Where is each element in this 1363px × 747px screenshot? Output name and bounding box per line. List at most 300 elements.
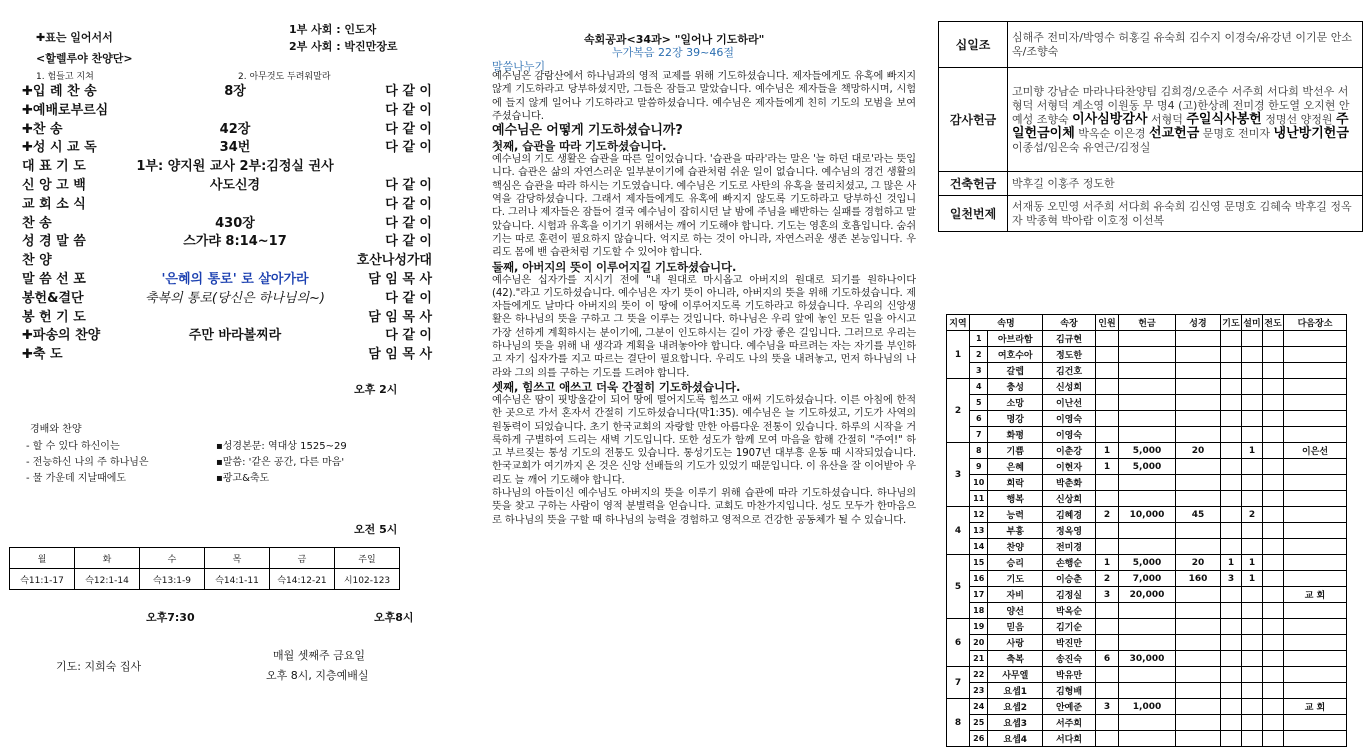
region-cell: 1 (947, 331, 970, 379)
evangelism-count (1263, 491, 1284, 507)
group-leader: 안예준 (1043, 699, 1096, 715)
region-cell: 4 (947, 507, 970, 555)
day-thu: 목 (205, 548, 270, 569)
order-item (22, 343, 432, 361)
mission-count (1242, 331, 1263, 347)
next-place (1284, 507, 1347, 523)
order-label: 봉헌&결단 (22, 290, 84, 306)
order-item (22, 193, 432, 211)
group-leader: 김건호 (1043, 363, 1096, 379)
sermon-ref: 누가복음 22장 39~46절 (612, 46, 734, 59)
bible-reading (1176, 331, 1221, 347)
group-row (947, 539, 1347, 555)
host-2: 2부 사회 : 박진만장로 (289, 40, 398, 53)
group-leader: 이춘강 (1043, 443, 1096, 459)
offering-category: 주일헌금이체 (1012, 111, 1349, 141)
next-place (1284, 731, 1347, 747)
group-leader: 손행순 (1043, 555, 1096, 571)
group-number: 19 (970, 619, 988, 635)
order-detail: '은혜의 통로' 로 살아가라 (161, 272, 309, 287)
evangelism-count (1263, 683, 1284, 699)
group-row (947, 571, 1347, 587)
group-number: 10 (970, 475, 988, 491)
group-name: 승리 (988, 555, 1043, 571)
attendance: 1 (1096, 459, 1119, 475)
group-number: 24 (970, 699, 988, 715)
group-leader: 이영숙 (1043, 411, 1096, 427)
bible-reading (1176, 619, 1221, 635)
bible-reading (1176, 699, 1221, 715)
evangelism-count (1263, 475, 1284, 491)
evangelism-count (1263, 555, 1284, 571)
order-detail: 34번 (219, 140, 251, 156)
group-row (947, 347, 1347, 363)
attendance (1096, 539, 1119, 555)
order-detail: 8장 (224, 84, 246, 99)
prayer-count (1221, 683, 1242, 699)
evangelism-count (1263, 363, 1284, 379)
group-header-cell: 기도 (1221, 315, 1242, 331)
thousand-label: 일천번제 (939, 196, 1008, 232)
order-item (22, 174, 432, 192)
attendance (1096, 347, 1119, 363)
point-2-heading: 둘째, 아버지의 뜻이 이루어지길 기도하셨습니다. (492, 259, 737, 274)
group-row (947, 507, 1347, 523)
order-label: 찬 양 (22, 253, 52, 269)
next-place: 이은선 (1284, 443, 1347, 459)
sermon-open-label: 말씀나누기 (492, 60, 546, 73)
order-leader: 다 같 이 (385, 215, 432, 231)
mission-count: 1 (1242, 443, 1263, 459)
offering-amount: 5,000 (1119, 443, 1176, 459)
group-leader: 서주희 (1043, 715, 1096, 731)
group-header-cell: 성경 (1176, 315, 1221, 331)
cell-group-report (946, 314, 1347, 747)
offering-category: 냉난방기헌금 (1273, 125, 1349, 141)
next-place (1284, 363, 1347, 379)
evangelism-count (1263, 619, 1284, 635)
attendance (1096, 603, 1119, 619)
group-number: 1 (970, 331, 988, 347)
host-1: 1부 사회 : 인도자 (289, 23, 377, 36)
attendance: 1 (1096, 443, 1119, 459)
song-1: 1. 험들고 지쳐 (36, 72, 94, 82)
mission-count: 1 (1242, 555, 1263, 571)
order-item (22, 80, 432, 98)
friday-note-2: 오후 8시, 지층예배실 (266, 669, 369, 682)
region-cell: 6 (947, 619, 970, 667)
attendance (1096, 395, 1119, 411)
group-number: 25 (970, 715, 988, 731)
sermon-title: 속회공과<34과> "일어나 기도하라" (584, 33, 765, 46)
tithe-names: 심해주 전미자/박영수 허홍길 유숙희 김수지 이경숙/유강년 이기문 안소옥/조향숙 (1008, 22, 1363, 68)
next-place (1284, 411, 1347, 427)
evangelism-count (1263, 411, 1284, 427)
order-label: ✚파송의 찬양 (22, 328, 101, 344)
order-detail: 스가랴 8:14~17 (183, 234, 287, 250)
evangelism-count (1263, 587, 1284, 603)
evangelism-count (1263, 379, 1284, 395)
friday-note-1: 매월 셋째주 금요일 (273, 649, 366, 662)
bible-reading (1176, 715, 1221, 731)
next-place (1284, 475, 1347, 491)
offering-amount: 7,000 (1119, 571, 1176, 587)
group-name: 충성 (988, 379, 1043, 395)
group-name: 양선 (988, 603, 1043, 619)
order-item (22, 118, 432, 136)
group-row (947, 603, 1347, 619)
group-name: 요셉1 (988, 683, 1043, 699)
mission-count (1242, 699, 1263, 715)
praise-info-1: ▪성경본문: 역대상 1525~29 (216, 441, 347, 452)
group-leader: 김혜경 (1043, 507, 1096, 523)
group-row (947, 651, 1347, 667)
group-number: 26 (970, 731, 988, 747)
point-2-text: 예수님은 십자가를 지시기 전에 "내 원대로 마시옵고 아버지의 원대로 되기를 원하나이다(42)."라고 기도하셨습니다. 예수님은 자기 뜻이 아니라, 아버지의 뜻을 위해 기도하셨습니다. 제자들에게도 날마다 아버지의 뜻이 이 땅에 이루어지도록 기도하라고 하셨습니다. 우리의 신앙생활은 하나님의 뜻을 구하고 그 뜻을 이루는 것입니다. 하나님은 우리 앞에 놓인 모든 일을 아시고 가장 선하게 계획하시는 분이기에, 그분이 인도하시는 길이 가장 좋은 길입니다. 그러므로 우리는 하나님의 뜻을 위해 내 생각과 계획을 내려놓아야 합니다. 예수님을 따르려는 자는 자기를 부인하고 자기 십자가를 지고 따르는 결단이 필요합니다. 우리도 나의 뜻을 내려놓고, 먼저 하나님의 나라와 그의 의를 구하는 기도를 드려야 합니다. (492, 274, 916, 379)
mission-count: 1 (1242, 571, 1263, 587)
point-3-text: 예수님은 땀이 핏방울같이 되어 땅에 떨어지도록 힘쓰고 애써 기도하셨습니다. 이른 아침에 한적한 곳으로 가서 혼자서 간절히 기도하셨습니다(막1:35). 예수님은 늘 기도하셨고, 기도가 사역의 원동력이 되었습니다. 초기 한국교회의 자랑할 만한 아름다운 전통이 있습니다. 하루의 시작을 거룩하게 구별하여 드리는 새벽 기도입니다. 또한 성도가 함께 모여 마음을 합해 간절히 "주여!" 하고 부르짖는 통성 기도의 전통도 있습니다. 통성기도는 1907년 대부흥 운동 때 시작되었습니다. 한국교회가 여기까지 온 것은 신앙 선배들의 기도가 있었기 때문입니다. 이 유산을 잘 이어받아 우리도 늘 깨어 기도해야 합니다. (492, 394, 916, 486)
prayer-count (1221, 331, 1242, 347)
group-name: 사무엘 (988, 667, 1043, 683)
attendance (1096, 715, 1119, 731)
order-item (22, 212, 432, 230)
group-number: 20 (970, 635, 988, 651)
offering-amount (1119, 683, 1176, 699)
group-name: 자비 (988, 587, 1043, 603)
group-leader: 박옥순 (1043, 603, 1096, 619)
region-cell: 3 (947, 443, 970, 507)
bible-reading (1176, 411, 1221, 427)
group-header-cell: 인원 (1096, 315, 1119, 331)
group-number: 9 (970, 459, 988, 475)
group-number: 6 (970, 411, 988, 427)
order-label: 대 표 기 도 (22, 159, 86, 175)
group-leader: 김정실 (1043, 587, 1096, 603)
next-place (1284, 523, 1347, 539)
evangelism-count (1263, 395, 1284, 411)
time-8pm: 오후8시 (374, 611, 414, 624)
offering-amount (1119, 411, 1176, 427)
offering-amount (1119, 427, 1176, 443)
evangelism-count (1263, 715, 1284, 731)
offering-amount: 5,000 (1119, 459, 1176, 475)
group-row (947, 443, 1347, 459)
next-place (1284, 491, 1347, 507)
group-number: 23 (970, 683, 988, 699)
group-leader: 정옥영 (1043, 523, 1096, 539)
order-leader: 다 같 이 (385, 196, 432, 212)
praise-info-3: ▪광고&축도 (216, 473, 270, 484)
group-name: 요셉2 (988, 699, 1043, 715)
ref-sun: 시102-123 (335, 569, 400, 590)
order-leader: 다 같 이 (385, 102, 432, 118)
group-number: 21 (970, 651, 988, 667)
bible-reading (1176, 347, 1221, 363)
group-row (947, 475, 1347, 491)
group-header-cell: 전도 (1263, 315, 1284, 331)
evangelism-count (1263, 523, 1284, 539)
order-label: ✚찬 송 (22, 121, 63, 137)
mission-count (1242, 347, 1263, 363)
prayer-count (1221, 731, 1242, 747)
attendance (1096, 411, 1119, 427)
attendance: 2 (1096, 507, 1119, 523)
bible-reading (1176, 683, 1221, 699)
day-tue: 화 (75, 548, 140, 569)
attendance: 6 (1096, 651, 1119, 667)
group-header-cell: 다음장소 (1284, 315, 1347, 331)
offering-names: 서형덕 (1147, 112, 1187, 126)
evangelism-count (1263, 347, 1284, 363)
group-row (947, 683, 1347, 699)
group-leader: 정도한 (1043, 347, 1096, 363)
song-2: 2. 아무것도 두려워말라 (238, 72, 331, 82)
bible-reading (1176, 651, 1221, 667)
next-place (1284, 683, 1347, 699)
evangelism-count (1263, 331, 1284, 347)
mission-count: 2 (1242, 507, 1263, 523)
bible-reading (1176, 363, 1221, 379)
bible-reading (1176, 491, 1221, 507)
order-item (22, 268, 432, 286)
praise-song-1: - 할 수 있다 하신이는 (26, 441, 120, 452)
group-name: 축복 (988, 651, 1043, 667)
evangelism-count (1263, 651, 1284, 667)
order-leader: 담 임 목 사 (368, 347, 432, 363)
order-label: ✚입 례 찬 송 (22, 84, 97, 99)
order-detail: 42장 (219, 121, 251, 137)
sermon-question: 예수님은 어떻게 기도하셨습니까? (492, 123, 683, 139)
mission-count (1242, 539, 1263, 555)
prayer-count (1221, 475, 1242, 491)
day-mon: 월 (10, 548, 75, 569)
group-name: 부흥 (988, 523, 1043, 539)
order-label: ✚성 시 교 독 (22, 140, 97, 156)
bible-reading (1176, 395, 1221, 411)
order-leader: 다 같 이 (385, 290, 432, 306)
prayer-count (1221, 507, 1242, 523)
group-row (947, 619, 1347, 635)
order-detail: 430장 (215, 215, 255, 231)
offering-amount (1119, 347, 1176, 363)
next-place (1284, 667, 1347, 683)
thanks-names (1008, 68, 1363, 172)
evangelism-count (1263, 443, 1284, 459)
offering-amount (1119, 475, 1176, 491)
attendance (1096, 683, 1119, 699)
group-row (947, 731, 1347, 747)
offering-amount (1119, 603, 1176, 619)
mission-count (1242, 395, 1263, 411)
group-row (947, 459, 1347, 475)
prayer-count (1221, 603, 1242, 619)
offering-category: 주일식사봉헌 (1186, 111, 1262, 127)
group-row (947, 491, 1347, 507)
attendance (1096, 667, 1119, 683)
group-number: 4 (970, 379, 988, 395)
praise-song-3: - 물 가운데 지날때에도 (26, 473, 127, 484)
prayer-count (1221, 347, 1242, 363)
group-name: 요셉3 (988, 715, 1043, 731)
order-item (22, 136, 432, 154)
thanks-label: 감사헌금 (939, 68, 1008, 172)
bible-reading (1176, 603, 1221, 619)
group-leader: 신성희 (1043, 379, 1096, 395)
group-name: 찬양 (988, 539, 1043, 555)
offering-amount: 10,000 (1119, 507, 1176, 523)
group-number: 2 (970, 347, 988, 363)
next-place (1284, 635, 1347, 651)
order-leader: 다 같 이 (385, 140, 432, 156)
offering-names: 이종섭/임은숙 유연근/김정실 (1012, 140, 1151, 154)
offering-amount (1119, 523, 1176, 539)
mission-count (1242, 587, 1263, 603)
group-number: 11 (970, 491, 988, 507)
bible-reading: 160 (1176, 571, 1221, 587)
group-name: 화평 (988, 427, 1043, 443)
evangelism-count (1263, 667, 1284, 683)
offering-amount (1119, 715, 1176, 731)
group-name: 사랑 (988, 635, 1043, 651)
attendance (1096, 331, 1119, 347)
next-place: 교 회 (1284, 587, 1347, 603)
group-header-cell: 속장 (1043, 315, 1096, 331)
bible-reading (1176, 427, 1221, 443)
order-label: 신 앙 고 백 (22, 178, 86, 193)
next-place (1284, 651, 1347, 667)
mission-count (1242, 667, 1263, 683)
order-leader: 다 같 이 (385, 84, 432, 99)
group-number: 13 (970, 523, 988, 539)
prayer-count (1221, 619, 1242, 635)
ref-tue: 슥12:1-14 (75, 569, 140, 590)
order-detail: 축복의 통로(당신은 하나님의~) (145, 290, 325, 306)
praise-team: <할렐루야 찬양단> (36, 52, 133, 65)
prayer-count (1221, 715, 1242, 731)
group-number: 3 (970, 363, 988, 379)
mission-count (1242, 635, 1263, 651)
group-row (947, 523, 1347, 539)
group-number: 8 (970, 443, 988, 459)
group-header-cell: 지역 (947, 315, 970, 331)
attendance: 1 (1096, 555, 1119, 571)
offering-amount (1119, 331, 1176, 347)
prayer-count (1221, 459, 1242, 475)
mission-count (1242, 411, 1263, 427)
group-row (947, 395, 1347, 411)
attendance (1096, 491, 1119, 507)
group-row (947, 635, 1347, 651)
praise-info-2: ▪말씀: '같은 공간, 다른 마음' (216, 457, 345, 468)
bible-reading (1176, 667, 1221, 683)
group-leader: 박춘화 (1043, 475, 1096, 491)
attendance (1096, 379, 1119, 395)
next-place (1284, 427, 1347, 443)
prayer-count (1221, 427, 1242, 443)
group-name: 요셉4 (988, 731, 1043, 747)
praise-title: 경배와 찬양 (30, 424, 82, 435)
attendance: 2 (1096, 571, 1119, 587)
mission-count (1242, 475, 1263, 491)
order-item (22, 287, 432, 305)
attendance (1096, 523, 1119, 539)
offering-amount: 30,000 (1119, 651, 1176, 667)
order-label: ✚예배로부르심 (22, 102, 109, 118)
group-row (947, 667, 1347, 683)
order-item (22, 306, 432, 324)
sermon-body (492, 70, 916, 527)
bible-reading (1176, 731, 1221, 747)
mission-count (1242, 523, 1263, 539)
group-number: 18 (970, 603, 988, 619)
prayer-count: 3 (1221, 571, 1242, 587)
bible-reading: 45 (1176, 507, 1221, 523)
group-name: 믿음 (988, 619, 1043, 635)
offering-amount: 5,000 (1119, 555, 1176, 571)
group-number: 12 (970, 507, 988, 523)
group-leader: 김기순 (1043, 619, 1096, 635)
offering-category: 이사심방감사 (1072, 111, 1148, 127)
prayer-count (1221, 379, 1242, 395)
group-number: 14 (970, 539, 988, 555)
order-label: 성 경 말 씀 (22, 234, 86, 250)
attendance: 3 (1096, 587, 1119, 603)
next-place: 교 회 (1284, 699, 1347, 715)
sermon-intro: 예수님은 감람산에서 하나님과의 영적 교제를 위해 기도하셨습니다. 제자들에게도 유혹에 빠지지 않게 기도하라고 당부하셨지만, 그들은 잠들고 말았습니다. 예수님은 제자들을 책망하시며, 시험에 들지 않게 일어나 기도하라고 말씀하셨습니다. 예수님은 제자들에게 친히 기도의 모범을 보여 주셨습니다. (492, 71, 916, 122)
evangelism-count (1263, 539, 1284, 555)
group-name: 은혜 (988, 459, 1043, 475)
offering-amount: 1,000 (1119, 699, 1176, 715)
group-leader: 이현자 (1043, 459, 1096, 475)
evangelism-count (1263, 459, 1284, 475)
evangelism-count (1263, 427, 1284, 443)
group-name: 명강 (988, 411, 1043, 427)
ref-mon: 슥11:1-17 (10, 569, 75, 590)
offering-amount (1119, 395, 1176, 411)
prayer-count (1221, 395, 1242, 411)
time-2pm: 오후 2시 (354, 383, 398, 396)
attendance (1096, 619, 1119, 635)
ref-thu: 슥14:1-11 (205, 569, 270, 590)
group-leader: 송진숙 (1043, 651, 1096, 667)
bible-reading (1176, 475, 1221, 491)
prayer-count (1221, 523, 1242, 539)
day-wed: 수 (140, 548, 205, 569)
group-name: 희락 (988, 475, 1043, 491)
point-3-heading: 셋째, 힘쓰고 애쓰고 더욱 간절히 기도하셨습니다. (492, 379, 741, 394)
day-fri: 금 (270, 548, 335, 569)
order-label: 봉 헌 기 도 (22, 309, 86, 325)
thousand-names: 서재동 오민영 서주희 서다희 유숙희 김신영 문명호 김혜숙 박후길 정옥자 박종혁 박아람 이호정 이선복 (1008, 196, 1363, 232)
prayer-count (1221, 651, 1242, 667)
bible-reading (1176, 539, 1221, 555)
mission-count (1242, 603, 1263, 619)
offering-amount: 20,000 (1119, 587, 1176, 603)
next-place (1284, 603, 1347, 619)
prayer-count (1221, 443, 1242, 459)
group-name: 기쁨 (988, 443, 1043, 459)
mission-count (1242, 459, 1263, 475)
group-number: 22 (970, 667, 988, 683)
mission-count (1242, 731, 1263, 747)
group-name: 갈렙 (988, 363, 1043, 379)
mission-count (1242, 363, 1263, 379)
point-1-text: 예수님의 기도 생활은 습관을 따른 일이었습니다. '습관을 따라'라는 말은 '늘 하던 대로'라는 뜻입니다. 습관은 삶의 자연스러운 일부분이기에 습관처럼 쉬운 일이 없습니다. 예수님의 경건 생활의 핵심은 습관을 따라 하시는 기도였습니다. 예수님은 기도로 사탄의 유혹을 물리치셨고, 그 많은 사역을 감당하셨습니다. 그래서 제자들에게도 유혹에 빠지지 않도록 기도하라고 당부하신 것입니다. 그러나 제자들은 잠들어 결국 예수님이 잡히시던 날 밤에 주님을 배반하는 실패를 경험하고 말았습니다. 시험과 유혹을 이기기 위해서는 깨어 기도해야 합니다. 기도는 영혼의 호흡입니다. 숨쉬기는 따로 훈련이 필요하지 않습니다. 억지로 하는 것이 아니라, 자연스러운 생존 본능입니다. 우리도 몸에 밴 습관처럼 기도할 수 있어야 합니다. (492, 154, 916, 259)
time-5am: 오전 5시 (354, 523, 398, 536)
group-leader: 서다희 (1043, 731, 1096, 747)
order-detail: 사도신경 (209, 178, 261, 193)
group-row (947, 715, 1347, 731)
